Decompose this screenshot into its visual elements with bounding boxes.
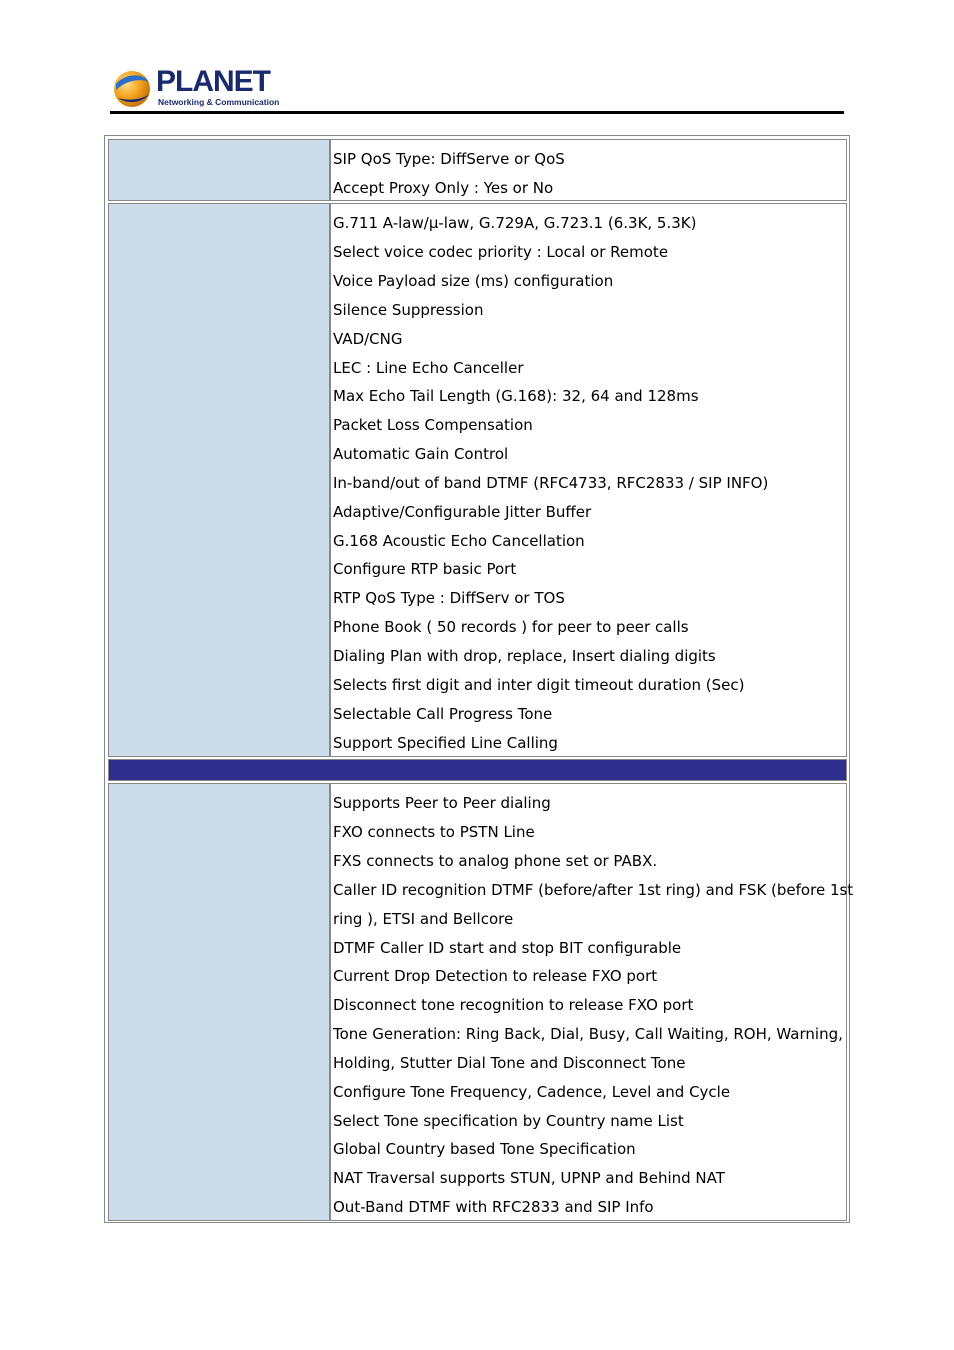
spec-line: Phone Book ( 50 records ) for peer to peer calls xyxy=(333,618,689,636)
spec-line: RTP QoS Type : DiffServ or TOS xyxy=(333,589,565,607)
spec-line: FXS connects to analog phone set or PABX. xyxy=(333,852,658,870)
spec-line: LEC : Line Echo Canceller xyxy=(333,359,524,377)
row-label-cell xyxy=(108,139,330,201)
spec-line: Caller ID recognition DTMF (before/after 1st ring) and FSK (before 1st xyxy=(333,881,854,899)
spec-line: Selectable Call Progress Tone xyxy=(333,705,553,723)
row-value-cell xyxy=(330,203,847,757)
spec-line: NAT Traversal supports STUN, UPNP and Behind NAT xyxy=(333,1169,725,1187)
spec-line: Disconnect tone recognition to release FXO port xyxy=(333,996,694,1014)
spec-line: Packet Loss Compensation xyxy=(333,416,533,434)
row-label-cell xyxy=(108,203,330,757)
brand-name: PLANET xyxy=(156,65,270,98)
section-header-band xyxy=(108,759,847,781)
planet-logo xyxy=(112,65,280,112)
spec-line: Voice Payload size (ms) configuration xyxy=(333,272,614,290)
spec-line: DTMF Caller ID start and stop BIT configurable xyxy=(333,939,682,957)
spec-line: Current Drop Detection to release FXO port xyxy=(333,967,658,985)
row-value-cell xyxy=(330,783,854,1221)
spec-line: G.168 Acoustic Echo Cancellation xyxy=(333,532,585,550)
spec-line: Support Specified Line Calling xyxy=(333,734,558,752)
spec-line: Configure RTP basic Port xyxy=(333,560,517,578)
spec-line: SIP QoS Type: DiffServe or QoS xyxy=(333,150,565,168)
spec-line: Automatic Gain Control xyxy=(333,445,509,463)
spec-line: ring ), ETSI and Bellcore xyxy=(333,910,514,928)
spec-line: Dialing Plan with drop, replace, Insert dialing digits xyxy=(333,647,716,665)
spec-line: Silence Suppression xyxy=(333,301,484,319)
spec-line: Select Tone specification by Country name List xyxy=(333,1112,684,1130)
spec-line: Out-Band DTMF with RFC2833 and SIP Info xyxy=(333,1198,654,1216)
spec-table xyxy=(104,135,854,1223)
row-label-cell xyxy=(108,783,330,1221)
spec-line: VAD/CNG xyxy=(333,330,403,348)
spec-line: Global Country based Tone Specification xyxy=(333,1140,636,1158)
spec-line: Select voice codec priority : Local or Remote xyxy=(333,243,669,261)
spec-line: Accept Proxy Only : Yes or No xyxy=(333,179,554,197)
brand-tagline: Networking & Communication xyxy=(158,97,280,107)
spec-line: Holding, Stutter Dial Tone and Disconnect Tone xyxy=(333,1054,686,1072)
header-divider xyxy=(110,111,844,114)
spec-line: In-band/out of band DTMF (RFC4733, RFC2833 / SIP INFO) xyxy=(333,474,769,492)
spec-line: Max Echo Tail Length (G.168): 32, 64 and 128ms xyxy=(333,387,699,405)
row-value-cell xyxy=(330,139,847,201)
spec-line: Supports Peer to Peer dialing xyxy=(333,794,551,812)
spec-line: Selects first digit and inter digit timeout duration (Sec) xyxy=(333,676,745,694)
spec-line: Tone Generation: Ring Back, Dial, Busy, Call Waiting, ROH, Warning, xyxy=(333,1025,843,1043)
spec-line: Adaptive/Configurable Jitter Buffer xyxy=(333,503,592,521)
spec-line: G.711 A-law/μ-law, G.729A, G.723.1 (6.3K, 5.3K) xyxy=(333,214,697,232)
spec-line: FXO connects to PSTN Line xyxy=(333,823,535,841)
spec-line: Configure Tone Frequency, Cadence, Level and Cycle xyxy=(333,1083,731,1101)
globe-icon xyxy=(112,68,152,110)
